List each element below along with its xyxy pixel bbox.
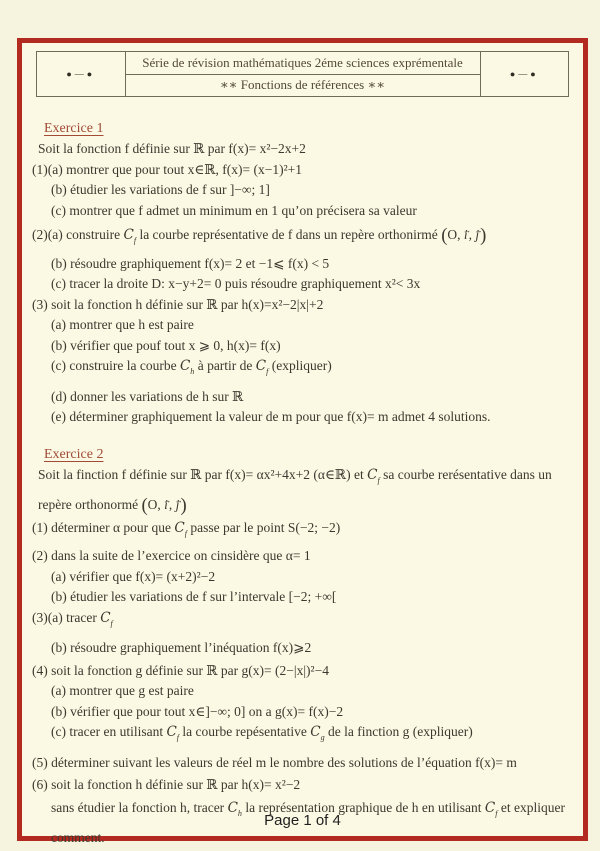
text-run: (2)(a) construire [32, 227, 124, 242]
text-run: (c) montrer que f admet un minimum en 1 qu’on précisera sa valeur [51, 202, 417, 218]
text-run: sa courbe rerésentative dans un [379, 466, 552, 482]
exercise-heading: Exercice 1 [44, 121, 104, 136]
math-big: ( [441, 224, 448, 246]
text-run: la représentation graphique de h en utilisant [241, 799, 485, 815]
title-box [125, 52, 481, 96]
text-run: passe par le point S(−2; −2) [187, 519, 341, 535]
curve-symbol: C [227, 799, 238, 816]
exercise-line [32, 608, 573, 635]
math-sub: h [237, 808, 242, 818]
curve-symbol: C [174, 519, 185, 536]
document-subtitle: ∗∗ Fonctions de références ∗∗ [219, 77, 386, 93]
curve-symbol: C [179, 358, 191, 375]
text-run: (c) tracer en utilisant [51, 724, 167, 740]
exercise-line [51, 254, 573, 275]
exercise-line [51, 681, 573, 702]
curve-symbol: C [255, 358, 267, 375]
text-run: Soit la finction f définie sur ℝ par f(x)= αx²+4x+2 (α∈ℝ) et [38, 466, 368, 482]
exercise-line [32, 546, 573, 567]
text-run: la courbe repésentative [179, 724, 311, 740]
document-page-frame [17, 38, 588, 846]
exercise-line [32, 775, 573, 796]
text-run: (b) résoudre graphiquement f(x)= 2 et −1⩽ f(x) < 5 [51, 255, 330, 271]
exercise-line [51, 274, 573, 295]
text-run: (3)(a) tracer [32, 609, 101, 625]
exercise-line [51, 587, 573, 608]
text-run: O, [147, 497, 165, 513]
text-run: (d) donner les variations de h sur ℝ [51, 388, 244, 404]
math-vec: j → [176, 497, 180, 512]
ornament-right-icon: ●—● [509, 69, 539, 79]
exercise-1 [27, 121, 573, 428]
exercise-line [32, 160, 573, 181]
text-run: , [168, 497, 176, 513]
math-sub: g [320, 733, 325, 743]
text-run: (b) étudier les variations de f sur ]−∞; 1] [51, 182, 270, 197]
math-vec: i → [164, 497, 168, 512]
exercise-line [32, 518, 573, 545]
math-vec: j → [475, 227, 479, 242]
text-run: O, [447, 227, 464, 242]
exercise-line [51, 356, 573, 383]
text-run: (e) déterminer graphiquement la valeur de m pour que f(x)= m admet 4 solutions. [51, 409, 491, 425]
text-run: (a) montrer que g est paire [51, 683, 194, 699]
text-run: sans étudier la fonction h, tracer [51, 799, 228, 815]
math-vec: i → [464, 227, 468, 242]
text-run: (b) vérifier que pouf tout x ⩾ 0, h(x)= f(x) [51, 337, 281, 353]
exercise-line [51, 702, 573, 723]
math-sub: f [495, 808, 498, 818]
math-sub: f [266, 367, 269, 377]
math-sub: h [190, 367, 195, 377]
math-sub: f [377, 475, 380, 485]
exercise-line [32, 661, 573, 682]
exercise-2 [27, 447, 573, 849]
math-sub: f [176, 733, 180, 743]
curve-symbol: C [123, 227, 134, 243]
text-run: (3) soit la fonction h définie sur ℝ par h(x)=x²−2|x|+2 [32, 296, 324, 312]
text-run: la courbe représentative de f dans un repère orthonirmé [136, 227, 442, 242]
document-header [36, 51, 569, 97]
exercise-line [38, 139, 573, 160]
exercises-content [22, 121, 583, 849]
curve-symbol: C [310, 724, 321, 741]
text-run: (a) vérifier que f(x)= (x+2)²−2 [51, 568, 216, 584]
math-sub: f [133, 236, 137, 246]
page-number: Page 1 of 4 [264, 812, 341, 829]
curve-symbol: C [367, 466, 378, 483]
text-run: (1)(a) montrer que pour tout x∈ℝ, f(x)= (x−1)²+1 [32, 161, 303, 177]
text-run: comment. [51, 830, 105, 846]
exercise-line [38, 465, 573, 492]
math-big: ) [180, 495, 187, 516]
exercise-line [51, 180, 573, 201]
exercise-line [32, 753, 573, 774]
text-run: (2) dans la suite de l’exercice on cinsidère que α= 1 [32, 548, 311, 564]
text-run: Soit la fonction f définie sur ℝ par f(x)= x²−2x+2 [38, 141, 306, 156]
exercise-line [51, 828, 573, 849]
text-run: (b) résoudre graphiquement l’inéquation f(x)⩾2 [51, 640, 312, 656]
exercise-line [51, 407, 573, 428]
curve-symbol: C [100, 609, 111, 626]
exercise-line [51, 638, 573, 659]
exercise-heading: Exercice 2 [44, 446, 104, 462]
exercise-line [32, 295, 573, 316]
text-run: (a) montrer que h est paire [51, 317, 194, 333]
exercise-line [51, 567, 573, 588]
text-run: (6) soit la fonction h définie sur ℝ par h(x)= x²−2 [32, 777, 301, 793]
text-run: (1) déterminer α pour que [32, 519, 175, 535]
exercise-line [51, 315, 573, 336]
exercise-line [51, 336, 573, 357]
curve-symbol: C [166, 724, 177, 741]
math-sub: f [110, 618, 113, 628]
text-run: (b) vérifier que pour tout x∈]−∞; 0] on a g(x)= f(x)−2 [51, 703, 344, 719]
exercise-line [51, 201, 573, 222]
exercise-line [32, 225, 573, 252]
exercise-line [38, 495, 573, 516]
ornament-left-icon: ●—● [66, 69, 96, 79]
exercise-line [51, 387, 573, 408]
math-big: ) [480, 224, 487, 246]
text-run: (c) tracer la droite D: x−y+2= 0 puis résoudre graphiquement x²< 3x [51, 276, 421, 292]
math-big: ( [141, 495, 148, 516]
curve-symbol: C [484, 799, 496, 816]
text-run: (b) étudier les variations de f sur l’intervale [−2; +∞[ [51, 589, 337, 605]
text-run: à partir de [194, 358, 256, 374]
math-sub: f [184, 528, 187, 538]
text-run: repère orthonormé [38, 497, 142, 513]
text-run: (5) déterminer suivant les valeurs de réel m le nombre des solutions de l’équation f(x)= m [32, 754, 517, 770]
text-run: de la finction g (expliquer) [324, 724, 473, 740]
text-run: (expliquer) [268, 358, 332, 374]
document-title: Série de révision mathématiques 2éme sciences exprémentale [126, 52, 480, 75]
text-run: , [468, 227, 476, 242]
text-run: (c) construire la courbe [51, 358, 180, 374]
text-run: et expliquer [497, 799, 565, 815]
text-run: (4) soit la fonction g définie sur ℝ par g(x)= (2−|x|)²−4 [32, 662, 329, 678]
exercise-line [51, 722, 573, 749]
